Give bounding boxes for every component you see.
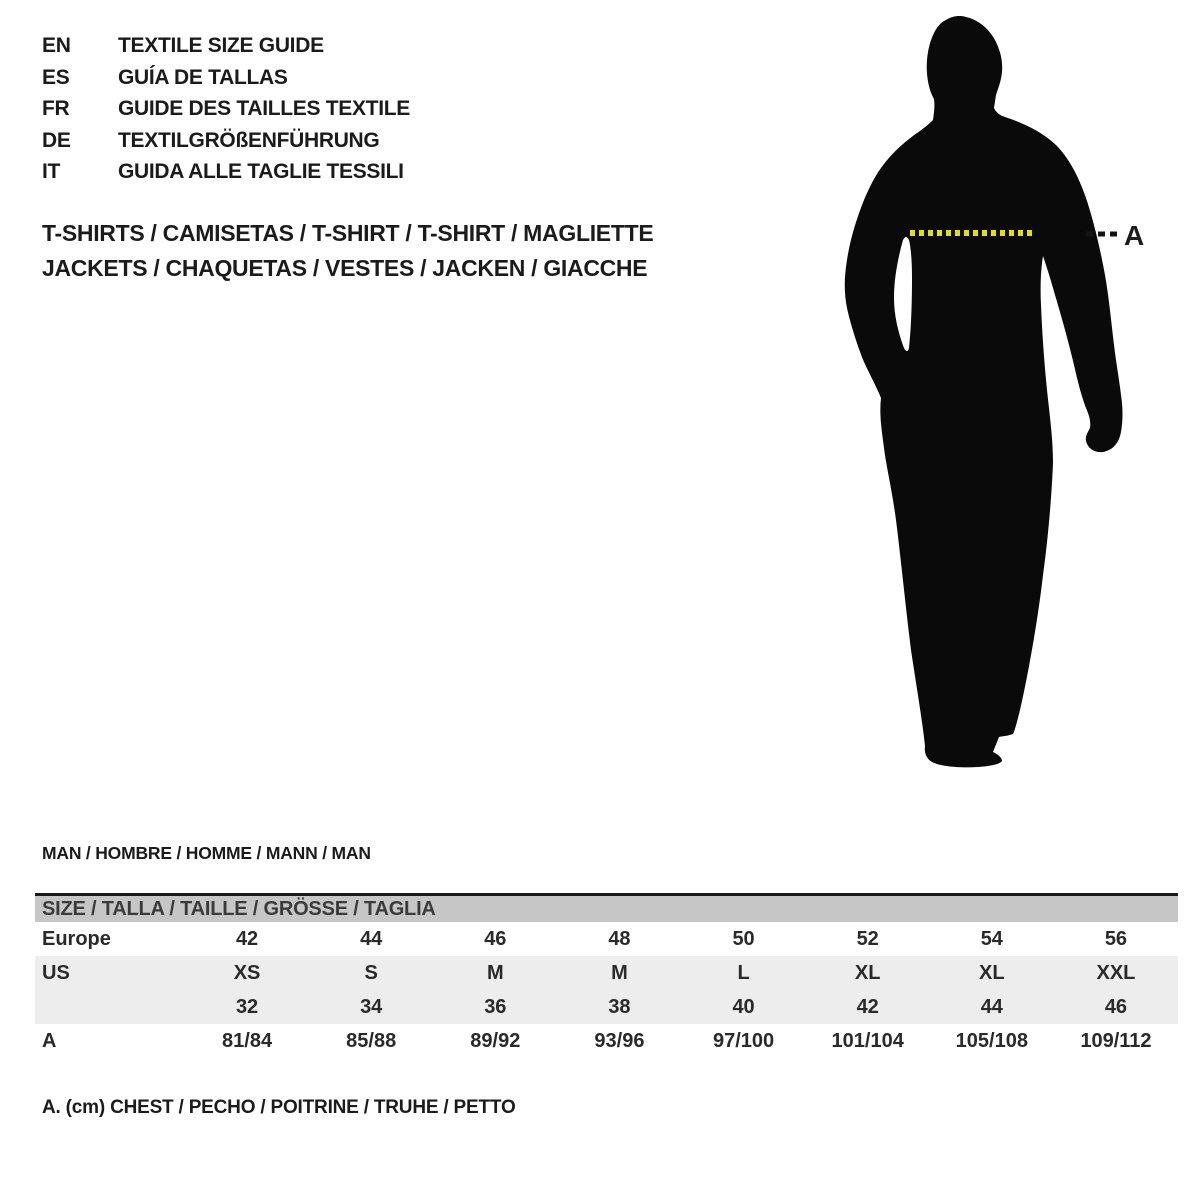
size-cell: XXL bbox=[1096, 961, 1136, 984]
lang-title: GUIDE DES TAILLES TEXTILE bbox=[118, 97, 410, 120]
size-cell: 42 bbox=[235, 927, 259, 950]
size-cell: 48 bbox=[608, 927, 631, 950]
size-cell: 44 bbox=[360, 927, 383, 950]
size-cell: 101/104 bbox=[831, 1029, 904, 1052]
size-cell: 105/108 bbox=[955, 1029, 1028, 1052]
lang-code: EN bbox=[42, 34, 71, 57]
measure-label-a: A bbox=[1124, 220, 1145, 251]
lang-code: FR bbox=[42, 97, 70, 120]
table-row-us bbox=[35, 956, 1178, 990]
size-cell: M bbox=[611, 961, 628, 984]
size-cell: 93/96 bbox=[594, 1029, 645, 1052]
size-cell: 38 bbox=[608, 995, 631, 1018]
table-row-europe bbox=[35, 922, 1178, 956]
size-cell: 40 bbox=[732, 995, 755, 1018]
row-label: A bbox=[42, 1029, 57, 1052]
size-table-header-label: SIZE / TALLA / TAILLE / GRÖSSE / TAGLIA bbox=[42, 897, 436, 920]
table-row-alt-size bbox=[35, 990, 1178, 1024]
size-cell: XL bbox=[854, 961, 881, 984]
size-cell: 50 bbox=[732, 927, 755, 950]
size-cell: 44 bbox=[980, 995, 1003, 1018]
size-cell: 36 bbox=[484, 995, 507, 1018]
size-cell: 97/100 bbox=[712, 1029, 775, 1052]
size-cell: 85/88 bbox=[346, 1029, 397, 1052]
size-cell: 52 bbox=[856, 927, 879, 950]
size-cell: L bbox=[737, 961, 750, 984]
size-cell: 81/84 bbox=[222, 1029, 273, 1052]
size-cell: 56 bbox=[1104, 927, 1128, 950]
table-row-chest-a bbox=[35, 1024, 1178, 1058]
size-cell: XS bbox=[233, 961, 261, 984]
size-cell: M bbox=[486, 961, 504, 984]
size-cell: 32 bbox=[235, 995, 259, 1018]
measurement-footnote: A. (cm) CHEST / PECHO / POITRINE / TRUHE / PETTO bbox=[42, 1097, 516, 1118]
lang-title: GUIDA ALLE TAGLIE TESSILI bbox=[118, 160, 404, 183]
size-cell: 34 bbox=[360, 995, 383, 1018]
row-label: US bbox=[42, 961, 70, 984]
category-line-tshirts: T-SHIRTS / CAMISETAS / T-SHIRT / T-SHIRT / MAGLIETTE bbox=[42, 220, 654, 246]
size-cell: 54 bbox=[980, 927, 1003, 950]
size-cell: XL bbox=[979, 961, 1005, 984]
size-table-header bbox=[35, 893, 1178, 922]
lang-title: TEXTILGRÖßENFÜHRUNG bbox=[118, 128, 380, 152]
size-table bbox=[35, 893, 1178, 1058]
lang-title: TEXTILE SIZE GUIDE bbox=[118, 34, 324, 57]
lang-code: IT bbox=[42, 160, 61, 183]
category-line-jackets: JACKETS / CHAQUETAS / VESTES / JACKEN / GIACCHE bbox=[42, 255, 648, 281]
lang-title: GUÍA DE TALLAS bbox=[118, 65, 288, 89]
size-cell: 46 bbox=[484, 927, 507, 950]
size-cell: 42 bbox=[856, 995, 879, 1018]
size-cell: 46 bbox=[1104, 995, 1128, 1018]
lang-code: DE bbox=[42, 128, 71, 152]
section-title-man: MAN / HOMBRE / HOMME / MANN / MAN bbox=[42, 843, 371, 863]
size-cell: 89/92 bbox=[470, 1029, 521, 1052]
size-cell: S bbox=[364, 961, 378, 984]
lang-code: ES bbox=[42, 65, 70, 89]
size-cell: 109/112 bbox=[1080, 1029, 1152, 1052]
row-label: Europe bbox=[42, 927, 111, 950]
man-silhouette bbox=[845, 16, 1123, 767]
